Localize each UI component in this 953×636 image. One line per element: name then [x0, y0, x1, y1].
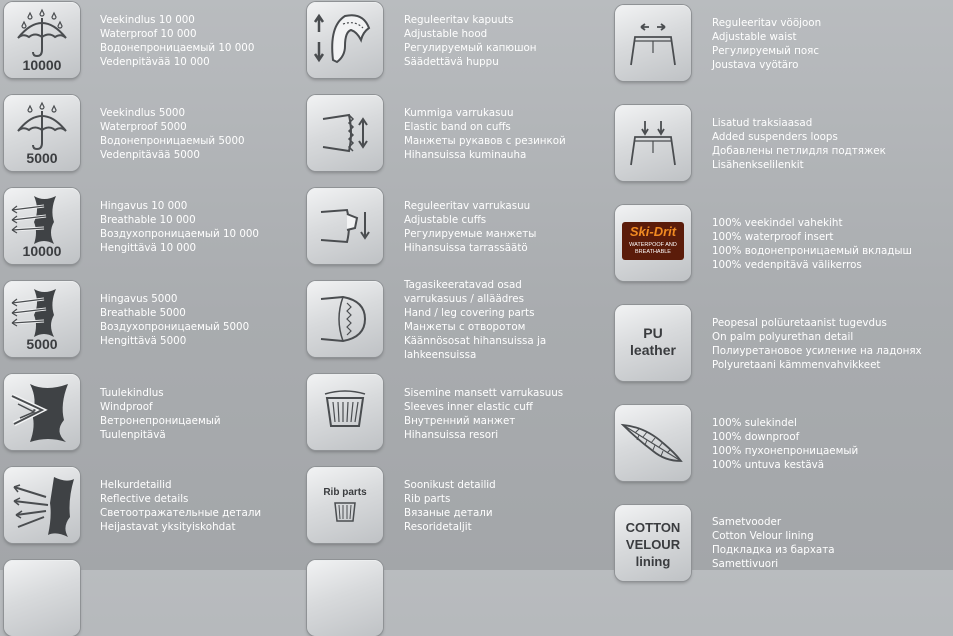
- ski-drit-logo-tile: [615, 205, 691, 281]
- text-line: Breathable 5000: [100, 307, 186, 319]
- text-line: Resoridetaljit: [404, 521, 472, 533]
- text-line: Sisemine mansett varrukasuus: [404, 387, 564, 399]
- text-line: Манжеты с отворотом: [404, 321, 526, 333]
- tile-label: Rib parts: [323, 487, 367, 498]
- text-line: Водонепроницаемый 10 000: [100, 42, 255, 54]
- feature-text: [100, 199, 259, 255]
- adjustable-cuff-icon: [307, 188, 383, 264]
- tile-label: PU: [643, 325, 663, 341]
- text-line: Подкладка из бархата: [712, 544, 835, 556]
- text-line: Tuulekindlus: [100, 387, 164, 399]
- feature-text: [712, 116, 886, 172]
- umbrella-icon: [4, 2, 80, 78]
- text-line: Peopesal polüuretaanist tugevdus: [712, 317, 887, 329]
- text-line: 100% водонепроницаемый вкладыш: [712, 245, 912, 257]
- text-line: 100% untuva kestävä: [712, 459, 825, 471]
- tile-badge: 10000: [22, 243, 62, 259]
- text-line: Hihansuissa tarrassäätö: [404, 242, 528, 254]
- tile-label: lining: [635, 554, 671, 569]
- text-line: Sametvooder: [712, 516, 782, 528]
- text-line: Водонепроницаемый 5000: [100, 135, 245, 147]
- tile-badge: 5000: [26, 150, 58, 166]
- reflective-icon: [4, 467, 80, 543]
- text-line: Регулируемый капюшон: [404, 42, 537, 54]
- text-line: Полиуретановое усиление на ладонях: [712, 345, 922, 357]
- windproof-icon: [4, 374, 80, 450]
- text-line: Heijastavat yksityiskohdat: [100, 521, 236, 533]
- feature-text: [712, 515, 835, 571]
- logo-text: Ski-Drit: [629, 224, 677, 239]
- text-line: Vedenpitävää 5000: [100, 149, 200, 161]
- feature-text: [404, 478, 496, 534]
- text-line: Vedenpitävää 10 000: [100, 56, 210, 68]
- ski-drit-logo: [622, 222, 684, 260]
- text-line: Добавлены петлидля подтяжек: [712, 145, 886, 157]
- text-line: Hingavus 5000: [100, 293, 178, 305]
- feature-text: [712, 16, 821, 72]
- text-line: lahkeensuissa: [404, 349, 477, 361]
- text-line: varrukasuus / alläädres: [404, 293, 524, 305]
- text-line: Lisatud traksiaasad: [712, 117, 813, 129]
- text-line: Polyuretaani kämmenvahvikkeet: [712, 359, 881, 371]
- text-line: Käännösosat hihansuissa ja: [404, 335, 547, 347]
- text-line: Hihansuissa resori: [404, 429, 499, 441]
- text-line: On palm polyurethan detail: [712, 331, 854, 343]
- feature-text: [404, 106, 566, 162]
- text-line: Hengittävä 5000: [100, 335, 187, 347]
- text-line: Breathable 10 000: [100, 214, 196, 226]
- partial-tile: [307, 560, 383, 636]
- pu-leather-tile: [615, 305, 691, 381]
- elastic-cuff-icon: [307, 95, 383, 171]
- breathable-fabric-icon: [4, 188, 80, 264]
- text-line: Soonikust detailid: [404, 479, 496, 491]
- text-line: Reflective details: [100, 493, 189, 505]
- text-line: Cotton Velour lining: [712, 530, 814, 542]
- text-line: Регулируемые манжеты: [404, 228, 537, 240]
- text-line: Waterproof 10 000: [100, 28, 197, 40]
- feature-text: [404, 199, 536, 255]
- feature-text: [404, 278, 546, 362]
- feature-text: [100, 292, 249, 348]
- text-line: Светоотражательные детали: [100, 507, 262, 519]
- text-line: Hingavus 10 000: [100, 200, 188, 212]
- text-line: 100% veekindel vahekiht: [712, 217, 843, 229]
- tile-badge: 5000: [26, 336, 58, 352]
- tile-badge: 10000: [22, 57, 62, 73]
- hood-icon: [307, 2, 383, 78]
- text-line: Sleeves inner elastic cuff: [404, 401, 533, 413]
- partial-tile: [4, 560, 80, 636]
- text-line: Kummiga varrukasuu: [404, 107, 514, 119]
- text-line: Воздухопроницаемый 10 000: [100, 228, 259, 240]
- text-line: 100% пухонепроницаемый: [712, 445, 859, 457]
- text-line: Added suspenders loops: [712, 131, 838, 143]
- text-line: 100% sulekindel: [712, 417, 797, 429]
- text-line: Rib parts: [404, 493, 451, 505]
- text-line: 100% vedenpitävä välikerros: [712, 259, 862, 271]
- text-line: Reguleeritav vööjoon: [712, 17, 822, 29]
- text-line: 100% waterproof insert: [712, 231, 834, 243]
- text-line: Воздухопроницаемый 5000: [100, 321, 250, 333]
- feature-text: [712, 416, 858, 472]
- text-line: Reguleeritav varrukasuu: [404, 200, 531, 212]
- feature-text: [100, 13, 254, 69]
- text-line: Adjustable cuffs: [404, 214, 487, 226]
- tile-label: leather: [630, 342, 676, 358]
- text-line: Windproof: [100, 401, 153, 413]
- feature-text: [100, 386, 221, 442]
- text-line: Tuulenpitävä: [100, 429, 166, 441]
- text-line: Veekindlus 5000: [100, 107, 186, 119]
- feather-icon: [615, 405, 691, 481]
- feature-text: [712, 316, 922, 372]
- text-line: Lisähenkselilenkit: [712, 159, 804, 171]
- text-line: Tagasikeeratavad osad: [404, 279, 522, 291]
- text-line: Säädettävä huppu: [404, 56, 499, 68]
- feature-text: [404, 386, 563, 442]
- text-line: Elastic band on cuffs: [404, 121, 511, 133]
- text-line: Манжеты рукавов с резинкой: [404, 135, 566, 147]
- text-line: Ветронепроницаемый: [100, 415, 221, 427]
- turn-back-cuff-icon: [307, 281, 383, 357]
- text-line: Hihansuissa kuminauha: [404, 149, 527, 161]
- text-line: Veekindlus 10 000: [100, 14, 195, 26]
- feature-text: [404, 13, 537, 69]
- text-line: Вязаные детали: [404, 507, 493, 519]
- text-line: Adjustable hood: [404, 28, 488, 40]
- adjustable-waist-icon: [615, 5, 691, 81]
- breathable-fabric-icon: [4, 281, 80, 357]
- rib-parts-icon: [307, 467, 383, 543]
- umbrella-icon: [4, 95, 80, 171]
- text-line: Hengittävä 10 000: [100, 242, 197, 254]
- text-line: Внутренний манжет: [404, 415, 516, 427]
- feature-text: [100, 478, 261, 534]
- text-line: Joustava vyötäro: [712, 59, 799, 71]
- inner-cuff-icon: [307, 374, 383, 450]
- text-line: 100% downproof: [712, 431, 800, 443]
- tile-label: COTTON: [625, 520, 681, 535]
- tile-label: VELOUR: [625, 537, 681, 552]
- text-line: Waterproof 5000: [100, 121, 187, 133]
- text-line: Регулируемый пояс: [712, 45, 820, 57]
- text-line: Adjustable waist: [712, 31, 797, 43]
- text-line: Hand / leg covering parts: [404, 307, 535, 319]
- suspender-loops-icon: [615, 105, 691, 181]
- feature-text: [712, 216, 912, 272]
- text-line: Helkurdetailid: [100, 479, 172, 491]
- logo-subtext: WATERPOOF AND BREATHABLE: [629, 242, 677, 255]
- text-line: Samettivuori: [712, 558, 779, 570]
- feature-text: [100, 106, 245, 162]
- text-line: Reguleeritav kapuuts: [404, 14, 514, 26]
